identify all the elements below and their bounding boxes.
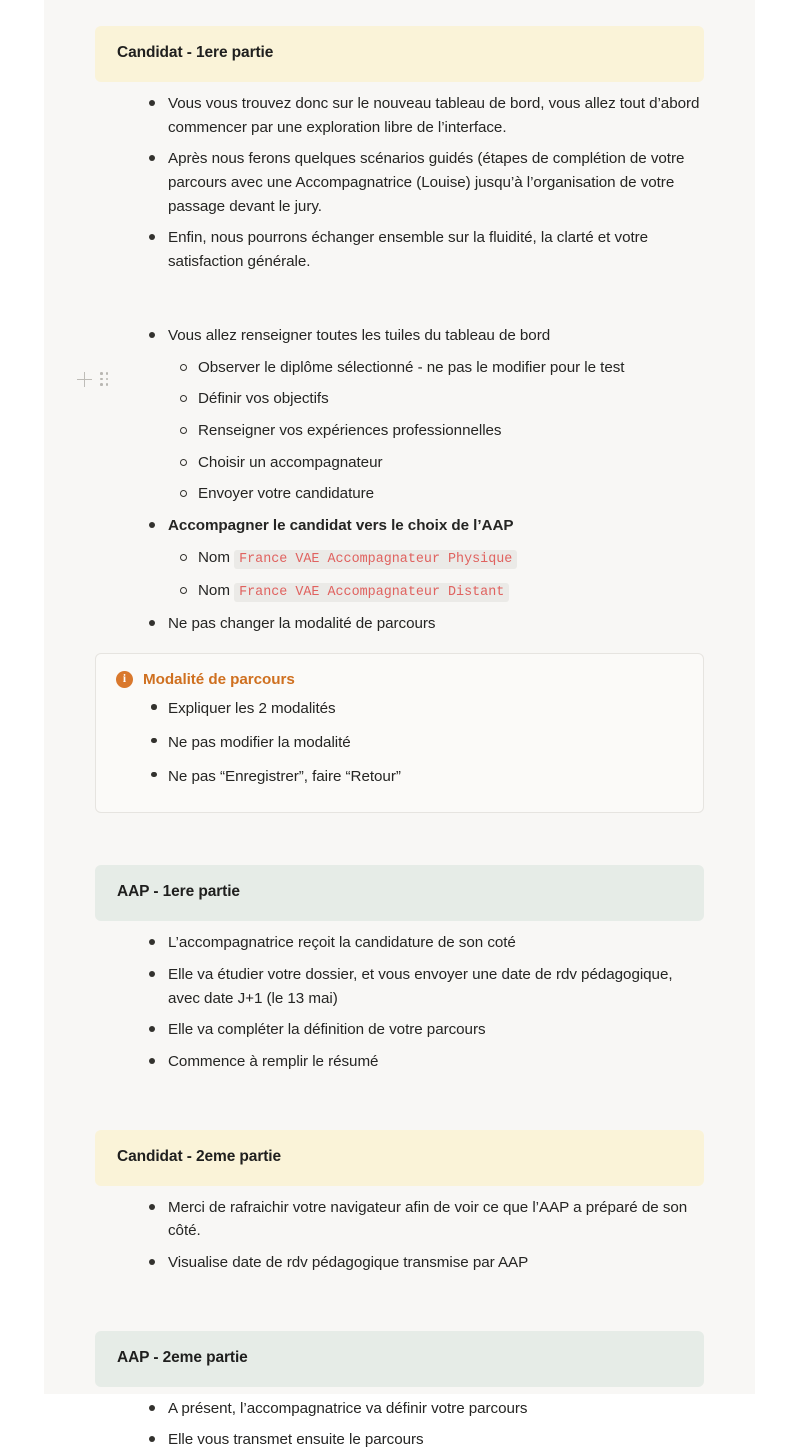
block-handles[interactable] — [77, 372, 108, 387]
list-item[interactable]: Ne pas modifier la modalité — [142, 726, 683, 760]
list-item[interactable]: Ne pas “Enregistrer”, faire “Retour” — [142, 760, 683, 794]
list-item[interactable]: Expliquer les 2 modalités — [142, 692, 683, 726]
spacer — [44, 1279, 755, 1331]
aap1-list — [44, 927, 755, 1078]
add-block-icon[interactable] — [77, 372, 92, 387]
spacer — [44, 278, 755, 320]
list-item[interactable]: Accompagner le candidat vers le choix de l’AAP — [138, 510, 703, 542]
candidat1-modalite-note-list — [44, 608, 755, 640]
candidat1-intro-list — [44, 88, 755, 278]
drag-handle-icon[interactable] — [100, 372, 108, 386]
list-item[interactable]: Observer le diplôme sélectionné - ne pas le modifier pour le test — [168, 352, 703, 384]
section-header-label: AAP - 1ere partie — [117, 883, 240, 901]
nom-label: Nom — [198, 548, 230, 566]
document-content — [44, 0, 755, 1456]
info-icon: i — [116, 671, 133, 688]
list-item[interactable]: L’accompagnatrice reçoit la candidature de son coté — [138, 927, 703, 959]
section-header-aap-2eme-partie[interactable] — [95, 1331, 704, 1387]
list-item[interactable]: Ne pas changer la modalité de parcours — [138, 608, 703, 640]
list-item[interactable]: Commence à remplir le résumé — [138, 1046, 703, 1078]
list-item[interactable]: Après nous ferons quelques scénarios guidés (étapes de complétion de votre parcours avec une Accompagnatrice (Louise) jusqu’à l’organisation de votre passage devant le jury. — [138, 143, 703, 222]
spacer-top — [44, 0, 755, 26]
code-accompagnateur-physique[interactable]: France VAE Accompagnateur Physique — [234, 550, 517, 569]
list-item[interactable]: Elle vous transmet ensuite le parcours — [138, 1424, 703, 1456]
list-item[interactable]: Enfin, nous pourrons échanger ensemble sur la fluidité, la clarté et votre satisfaction générale. — [138, 222, 703, 277]
section-header-label: AAP - 2eme partie — [117, 1348, 248, 1366]
callout-title: Modalité de parcours — [143, 671, 295, 689]
list-item[interactable]: Choisir un accompagnateur — [168, 447, 703, 479]
list-item[interactable]: Merci de rafraichir votre navigateur afin de voir ce que l’AAP a préparé de son côté. — [138, 1192, 703, 1247]
document-surface — [44, 0, 755, 1449]
nom-label: Nom — [198, 581, 230, 599]
list-item[interactable]: Envoyer votre candidature — [168, 478, 703, 510]
candidat1-tuiles-list — [44, 320, 755, 352]
list-item[interactable] — [168, 542, 703, 575]
tuiles-sublist-wrapper — [44, 352, 755, 511]
section-header-aap-1ere-partie[interactable] — [95, 865, 704, 921]
list-item[interactable]: Renseigner vos expériences professionnelles — [168, 415, 703, 447]
callout-modalite-de-parcours[interactable] — [95, 653, 704, 813]
list-item[interactable] — [168, 575, 703, 608]
aap2-list — [44, 1393, 755, 1456]
candidat1-tuiles-sublist — [44, 352, 755, 511]
list-item[interactable]: Elle va compléter la définition de votre parcours — [138, 1014, 703, 1046]
list-item[interactable]: Visualise date de rdv pédagogique transmise par AAP — [138, 1247, 703, 1279]
candidat1-aap-heading-list — [44, 510, 755, 542]
candidat1-aap-names-list — [44, 542, 755, 608]
callout-header — [116, 671, 683, 688]
section-header-candidat-1ere-partie[interactable] — [95, 26, 704, 82]
section-header-label: Candidat - 1ere partie — [117, 44, 274, 61]
section-header-label: Candidat - 2eme partie — [117, 1147, 282, 1165]
code-accompagnateur-distant[interactable]: France VAE Accompagnateur Distant — [234, 583, 509, 602]
list-item[interactable]: Elle va étudier votre dossier, et vous envoyer une date de rdv pédagogique, avec date J+1 (le 13 mai) — [138, 959, 703, 1014]
list-item[interactable]: A présent, l’accompagnatrice va définir votre parcours — [138, 1393, 703, 1425]
list-item[interactable]: Vous allez renseigner toutes les tuiles du tableau de bord — [138, 320, 703, 352]
list-item[interactable]: Vous vous trouvez donc sur le nouveau tableau de bord, vous allez tout d’abord commencer par une exploration libre de l’interface. — [138, 88, 703, 143]
callout-list — [116, 692, 683, 793]
section-header-candidat-2eme-partie[interactable] — [95, 1130, 704, 1186]
spacer — [44, 813, 755, 865]
spacer — [44, 1078, 755, 1130]
candidat2-list — [44, 1192, 755, 1279]
list-item[interactable]: Définir vos objectifs — [168, 383, 703, 415]
